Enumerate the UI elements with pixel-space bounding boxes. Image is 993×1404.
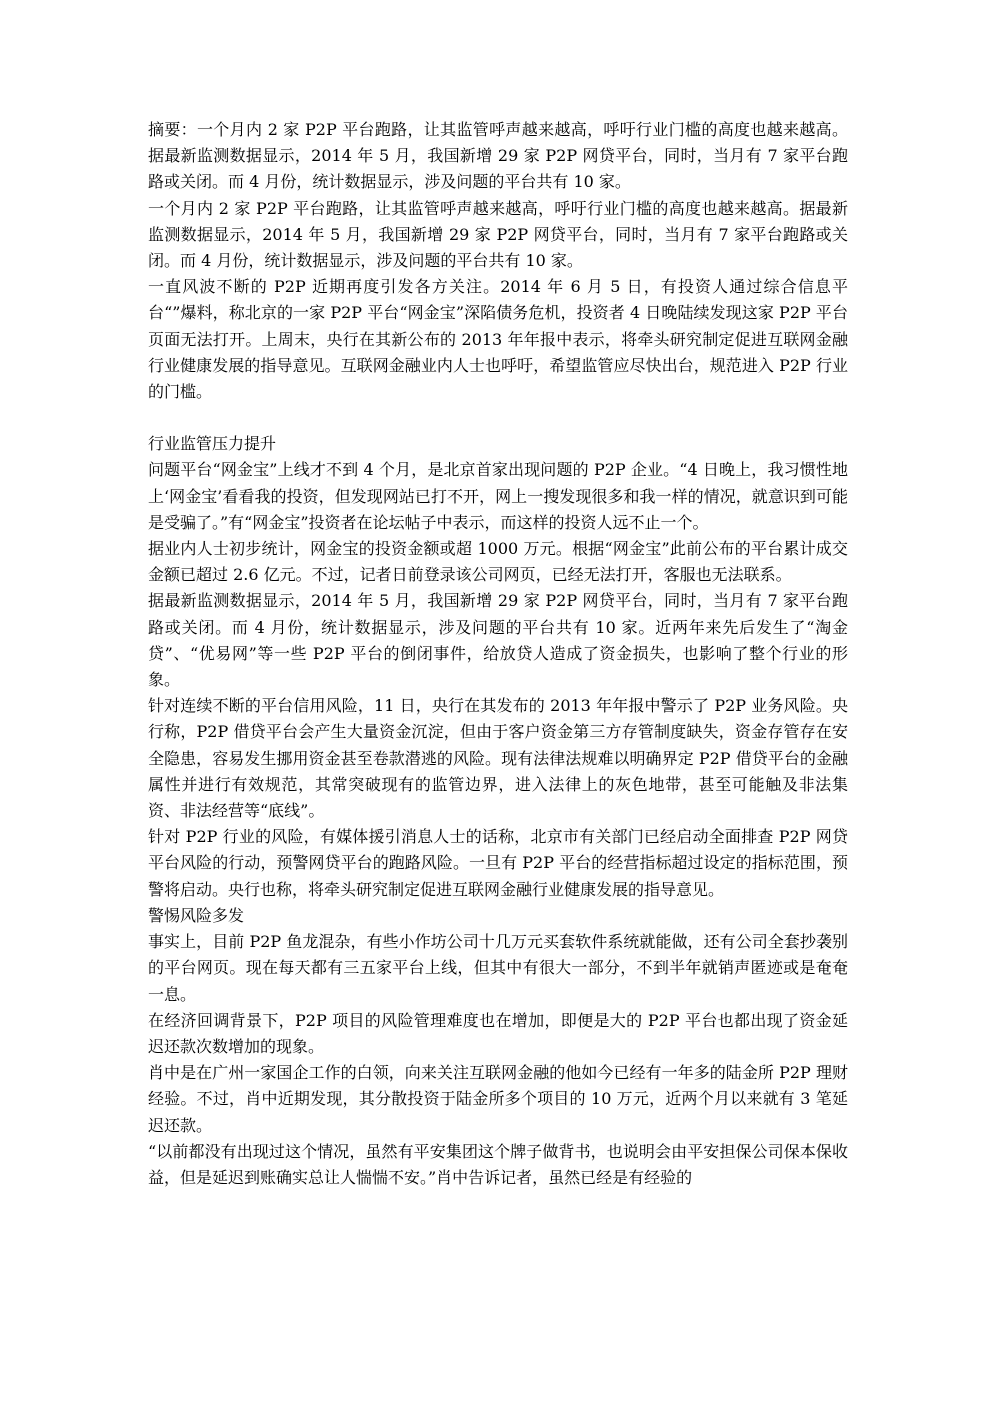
body-paragraph: 在经济回调背景下，P2P 项目的风险管理难度也在增加，即便是大的 P2P 平台也都出现了资金延迟还款次数增加的现象。 (148, 1010, 848, 1056)
abstract-paragraph: 摘要：一个月内 2 家 P2P 平台跑路，让其监管呼声越来越高，呼吁行业门槛的高度也越来越高。据最新监测数据显示，2014 年 5 月，我国新增 29 家 P2P 网贷平台，同时，当月有 7 家平台跑路或关闭。而 4 月份，统计数据显示，涉及问题的平台共有 10 家。 (148, 120, 848, 192)
section-heading: 警惕风险多发 (148, 905, 245, 925)
body-paragraph: 肖中是在广州一家国企工作的白领，向来关注互联网金融的他如今已经有一年多的陆金所 P2P 理财经验。不过，肖中近期发现，其分散投资于陆金所多个项目的 10 万元，近两个月以来就有 3 笔延迟还款。 (148, 1063, 848, 1135)
body-paragraph: 一直风波不断的 P2P 近期再度引发各方关注。2014 年 6 月 5 日，有投资人通过综合信息平台“”爆料，称北京的一家 P2P 平台“网金宝”深陷债务危机，投资者 4 日晚陆续发现这家 P2P 平台页面无法打开。上周末，央行在其新公布的 2013 年年报中表示，将牵头研究制定促进互联网金融行业健康发展的指导意见。互联网金融业内人士也呼吁，希望监管应尽快出台，规范进入 P2P 行业的门槛。 (148, 277, 848, 402)
section-heading: 行业监管压力提升 (148, 434, 277, 454)
body-paragraph: 据业内人士初步统计，网金宝的投资金额或超 1000 万元。根据“网金宝”此前公布的平台累计成交金额已超过 2.6 亿元。不过，记者日前登录该公司网页，已经无法打开，客服也无法联系。 (148, 539, 848, 585)
body-paragraph: 事实上，目前 P2P 鱼龙混杂，有些小作坊公司十几万元买套软件系统就能做，还有公司全套抄袭别的平台网页。现在每天都有三五家平台上线，但其中有很大一部分，不到半年就销声匿迹或是奄奄一息。 (148, 932, 848, 1004)
document-body (148, 117, 848, 1191)
body-paragraph: 针对连续不断的平台信用风险，11 日，央行在其发布的 2013 年年报中警示了 P2P 业务风险。央行称，P2P 借贷平台会产生大量资金沉淀，但由于客户资金第三方存管制度缺失，资金存管存在安全隐患，容易发生挪用资金甚至卷款潜逃的风险。现有法律法规难以明确界定 P2P 借贷平台的金融属性并进行有效规范，其常突破现有的监管边界，进入法律上的灰色地带，甚至可能触及非法集资、非法经营等“底线”。 (148, 696, 848, 821)
body-paragraph: 针对 P2P 行业的风险，有媒体援引消息人士的话称，北京市有关部门已经启动全面排查 P2P 网贷平台风险的行动，预警网贷平台的跑路风险。一旦有 P2P 平台的经营指标超过设定的指标范围，预警将启动。央行也称，将牵头研究制定促进互联网金融行业健康发展的指导意见。 (148, 827, 848, 899)
body-paragraph: 据最新监测数据显示，2014 年 5 月，我国新增 29 家 P2P 网贷平台，同时，当月有 7 家平台跑路或关闭。而 4 月份，统计数据显示，涉及问题的平台共有 10 家。近两年来先后发生了“淘金贷”、“优易网”等一些 P2P 平台的倒闭事件，给放贷人造成了资金损失，也影响了整个行业的形象。 (148, 591, 848, 690)
blank-line (148, 405, 848, 431)
body-paragraph: 问题平台“网金宝”上线才不到 4 个月，是北京首家出现问题的 P2P 企业。“4 日晚上，我习惯性地上‘网金宝’看看我的投资，但发现网站已打不开，网上一搜发现很多和我一样的情况，就意识到可能是受骗了。”有“网金宝”投资者在论坛帖子中表示，而这样的投资人远不止一个。 (148, 460, 848, 532)
body-paragraph: 一个月内 2 家 P2P 平台跑路，让其监管呼声越来越高，呼吁行业门槛的高度也越来越高。据最新监测数据显示，2014 年 5 月，我国新增 29 家 P2P 网贷平台，同时，当月有 7 家平台跑路或关闭。而 4 月份，统计数据显示，涉及问题的平台共有 10 家。 (148, 198, 848, 271)
body-paragraph: “以前都没有出现过这个情况，虽然有平安集团这个牌子做背书，也说明会由平安担保公司保本保收益，但是延迟到账确实总让人惴惴不安。”肖中告诉记者，虽然已经是有经验的 (148, 1141, 848, 1187)
